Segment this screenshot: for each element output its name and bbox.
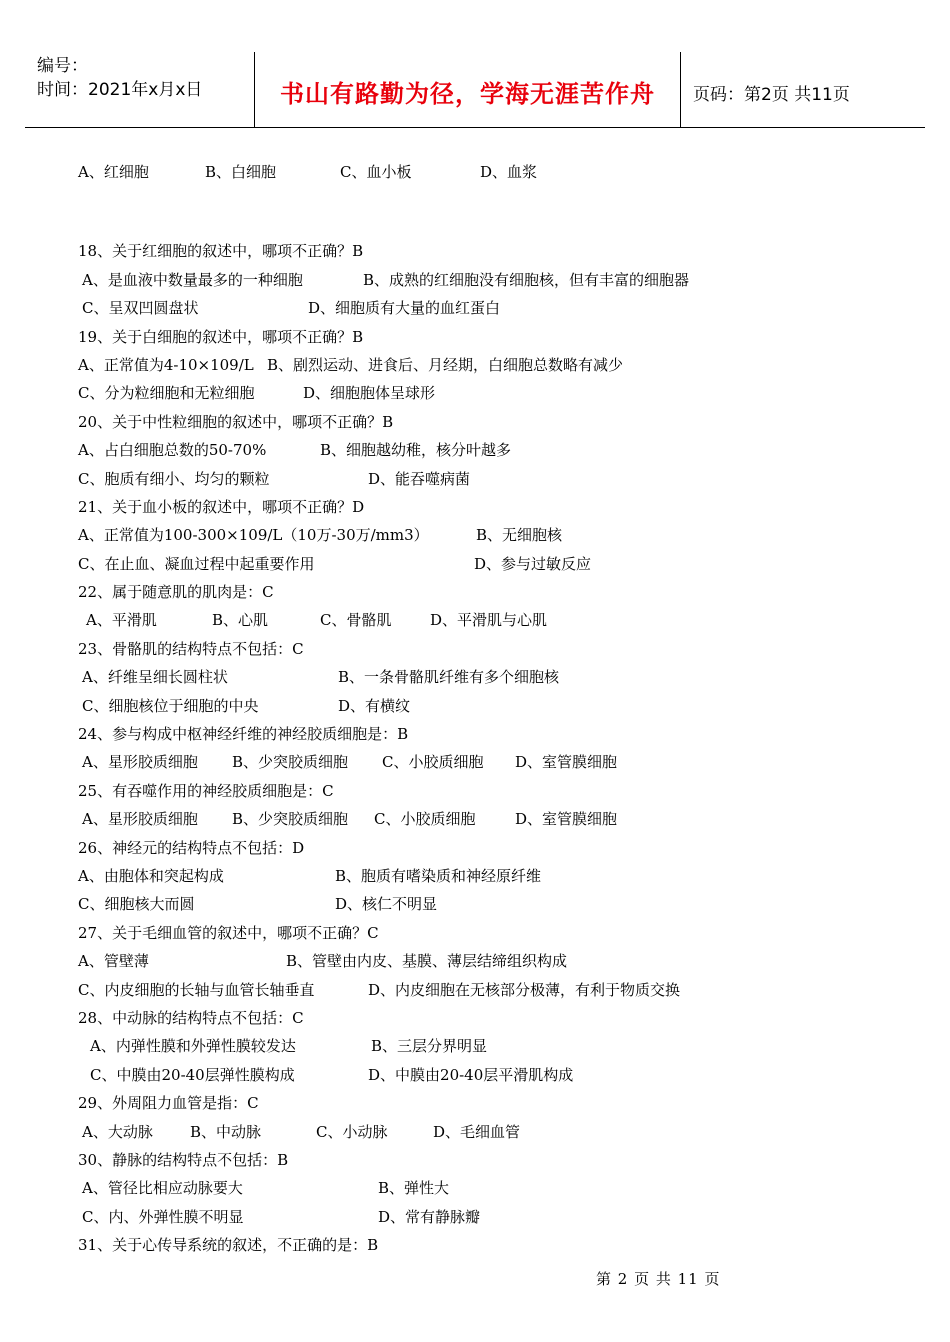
text-line — [78, 663, 928, 691]
answer-option: B、成熟的红细胞没有细胞核，但有丰富的细胞器 — [363, 270, 690, 289]
header-motto: 书山有路勤为径，学海无涯苦作舟 — [280, 80, 655, 108]
text-line — [78, 294, 928, 322]
answer-option: D、参与过敏反应 — [474, 554, 592, 573]
text-line — [78, 379, 928, 407]
answer-option: B、无细胞核 — [476, 526, 563, 545]
answer-option: C、在止血、凝血过程中起重要作用 — [78, 554, 315, 573]
text-line — [78, 1203, 928, 1231]
question-stem: 31、关于心传导系统的叙述，不正确的是：B — [78, 1236, 379, 1255]
question-stem: 21、关于血小板的叙述中，哪项不正确？D — [78, 497, 365, 516]
answer-option: D、常有静脉瓣 — [378, 1207, 481, 1226]
question-stem: 26、神经元的结构特点不包括：D — [78, 838, 305, 857]
question-content — [78, 158, 928, 1259]
answer-option: C、中膜由20-40层弹性膜构成 — [90, 1065, 295, 1084]
answer-option: C、胞质有细小、均匀的颗粒 — [78, 469, 270, 488]
text-line — [78, 323, 928, 351]
text-line — [78, 834, 928, 862]
question-stem: 27、关于毛细血管的叙述中，哪项不正确？C — [78, 923, 379, 942]
document-number-label: 编号： — [37, 56, 88, 76]
text-line — [78, 862, 928, 890]
answer-option: D、有横纹 — [338, 696, 411, 715]
answer-option: A、内弹性膜和外弹性膜较发达 — [90, 1037, 296, 1056]
text-line — [78, 237, 928, 265]
document-time-label: 时间：2021年x月x日 — [37, 80, 203, 100]
header-page-label: 页码：第2页 共11页 — [693, 85, 850, 105]
answer-option: C、小动脉 — [316, 1122, 388, 1141]
text-line — [78, 408, 928, 436]
question-stem: 23、骨骼肌的结构特点不包括：C — [78, 639, 304, 658]
answer-option: D、细胞胞体呈球形 — [303, 384, 436, 403]
text-line — [78, 465, 928, 493]
answer-option: A、正常值为100-300×109/L（10万-30万/mm3） — [78, 526, 429, 545]
text-line — [78, 748, 928, 776]
answer-option: B、胞质有嗜染质和神经原纤维 — [335, 866, 542, 885]
question-stem: 28、中动脉的结构特点不包括：C — [78, 1008, 304, 1027]
answer-option: A、占白细胞总数的50-70% — [78, 441, 267, 460]
text-line — [78, 1231, 928, 1259]
answer-option: D、平滑肌与心肌 — [430, 611, 548, 630]
text-line — [78, 976, 928, 1004]
text-line — [78, 1118, 928, 1146]
text-line — [78, 720, 928, 748]
answer-option: C、细胞核位于细胞的中央 — [82, 696, 259, 715]
answer-option: D、毛细血管 — [433, 1122, 521, 1141]
answer-option: D、中膜由20-40层平滑肌构成 — [368, 1065, 574, 1084]
answer-option: D、细胞质有大量的血红蛋白 — [308, 299, 501, 318]
answer-option: C、内、外弹性膜不明显 — [82, 1207, 244, 1226]
answer-option: A、正常值为4-10×109/L — [78, 355, 254, 374]
answer-option: C、内皮细胞的长轴与血管长轴垂直 — [78, 980, 315, 999]
text-line — [78, 692, 928, 720]
answer-option: D、能吞噬病菌 — [368, 469, 471, 488]
text-line — [78, 635, 928, 663]
question-stem: 24、参与构成中枢神经纤维的神经胶质细胞是：B — [78, 725, 409, 744]
page-footer: 第 2 页 共 11 页 — [596, 1270, 721, 1288]
answer-option: C、呈双凹圆盘状 — [82, 299, 199, 318]
answer-option: A、是血液中数量最多的一种细胞 — [82, 270, 303, 289]
text-line — [78, 351, 928, 379]
answer-option: D、室管膜细胞 — [515, 753, 618, 772]
answer-option: D、核仁不明显 — [335, 895, 438, 914]
header-divider-right — [680, 52, 681, 127]
text-line — [78, 777, 928, 805]
answer-option: A、星形胶质细胞 — [82, 810, 198, 829]
text-line — [78, 436, 928, 464]
answer-option: B、少突胶质细胞 — [232, 810, 349, 829]
question-stem: 22、属于随意肌的肌肉是：C — [78, 583, 274, 602]
answer-option: A、管壁薄 — [78, 952, 149, 971]
header-meta — [37, 54, 262, 102]
answer-option: C、小胶质细胞 — [374, 810, 476, 829]
answer-option: C、细胞核大而圆 — [78, 895, 195, 914]
answer-option: B、剧烈运动、进食后、月经期，白细胞总数略有减少 — [267, 355, 624, 374]
answer-option: B、弹性大 — [378, 1179, 450, 1198]
text-line — [78, 158, 928, 186]
text-line — [78, 1146, 928, 1174]
answer-option: A、平滑肌 — [86, 611, 157, 630]
text-line — [78, 578, 928, 606]
text-line — [78, 805, 928, 833]
answer-option: B、中动脉 — [190, 1122, 262, 1141]
answer-option: A、由胞体和突起构成 — [78, 866, 224, 885]
answer-option: D、血浆 — [480, 163, 538, 181]
question-stem: 20、关于中性粒细胞的叙述中，哪项不正确？B — [78, 412, 394, 431]
text-line — [78, 1032, 928, 1060]
answer-option: D、室管膜细胞 — [515, 810, 618, 829]
answer-option: A、星形胶质细胞 — [82, 753, 198, 772]
answer-option: D、内皮细胞在无核部分极薄，有利于物质交换 — [368, 980, 681, 999]
text-line — [78, 1061, 928, 1089]
question-stem: 29、外周阻力血管是指：C — [78, 1094, 259, 1113]
text-line — [78, 493, 928, 521]
text-line — [78, 890, 928, 918]
question-stem: 30、静脉的结构特点不包括：B — [78, 1150, 289, 1169]
answer-option: B、心肌 — [212, 611, 269, 630]
answer-option: B、细胞越幼稚，核分叶越多 — [320, 441, 512, 460]
answer-option: A、红细胞 — [78, 163, 149, 181]
answer-option: C、血小板 — [340, 163, 412, 181]
blank-gap — [78, 186, 928, 237]
answer-option: B、一条骨骼肌纤维有多个细胞核 — [338, 668, 560, 687]
text-line — [78, 947, 928, 975]
page-header — [25, 52, 925, 128]
text-line — [78, 266, 928, 294]
answer-option: B、三层分界明显 — [371, 1037, 488, 1056]
answer-option: A、大动脉 — [82, 1122, 153, 1141]
text-line — [78, 550, 928, 578]
text-line — [78, 1089, 928, 1117]
text-line — [78, 606, 928, 634]
question-stem: 18、关于红细胞的叙述中，哪项不正确？B — [78, 242, 364, 261]
answer-option: A、纤维呈细长圆柱状 — [82, 668, 228, 687]
answer-option: C、小胶质细胞 — [382, 753, 484, 772]
answer-option: B、白细胞 — [205, 163, 277, 181]
answer-option: B、少突胶质细胞 — [232, 753, 349, 772]
text-line — [78, 521, 928, 549]
answer-option: A、管径比相应动脉要大 — [82, 1179, 243, 1198]
answer-option: C、分为粒细胞和无粒细胞 — [78, 384, 255, 403]
question-stem: 19、关于白细胞的叙述中，哪项不正确？B — [78, 327, 364, 346]
answer-option: B、管壁由内皮、基膜、薄层结缔组织构成 — [286, 952, 568, 971]
question-stem: 25、有吞噬作用的神经胶质细胞是：C — [78, 781, 334, 800]
text-line — [78, 1004, 928, 1032]
answer-option: C、骨骼肌 — [320, 611, 392, 630]
text-line — [78, 1174, 928, 1202]
text-line — [78, 919, 928, 947]
